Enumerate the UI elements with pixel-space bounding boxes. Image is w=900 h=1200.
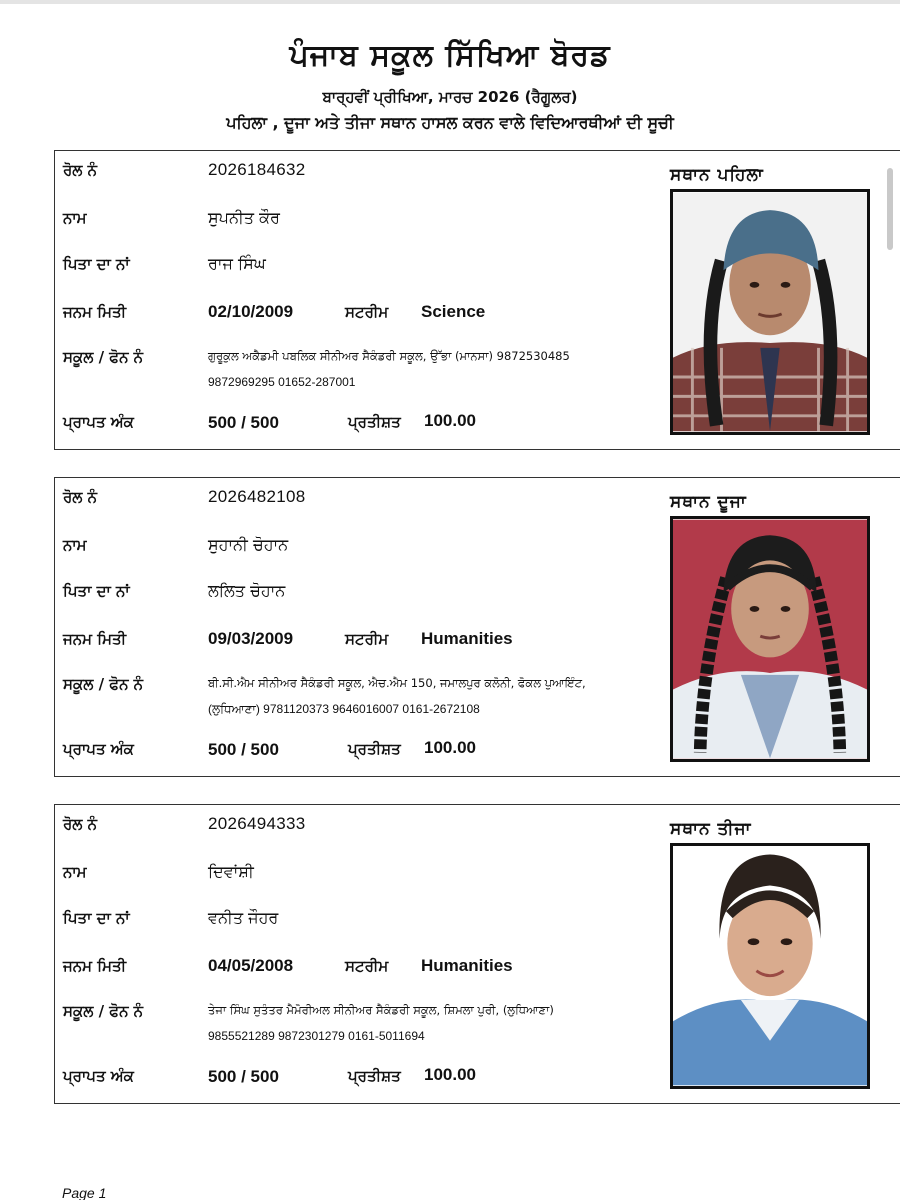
marks-label: ਪ੍ਰਾਪਤ ਅੰਕ [63,413,134,431]
marks-label: ਪ੍ਰਾਪਤ ਅੰਕ [63,740,134,758]
exam-subtitle: ਬਾਰ੍ਹਵੀਂ ਪ੍ਰੀਖਿਆ, ਮਾਰਚ 2026 (ਰੈਗੂਲਰ) [322,88,578,106]
percentage-value: 100.00 [424,738,476,757]
stream-label: ਸਟਰੀਮ [345,630,389,648]
rank-label: ਸਥਾਨ ਪਹਿਲਾ [670,165,764,185]
stream-label: ਸਟਰੀਮ [345,303,389,321]
dob-label: ਜਨਮ ਮਿਤੀ [63,957,127,975]
roll-no-value: 2026482108 [208,487,306,506]
school-line-2: 9855521289 9872301279 0161-5011694 [208,1029,425,1043]
top-divider [0,0,900,4]
school-line-1: ਗੁਰੂਕੁਲ ਅਕੈਡਮੀ ਪਬਲਿਕ ਸੀਨੀਅਰ ਸੈਕੰਡਰੀ ਸਕੂਲ, ਉੱਭਾ (ਮਾਨਸਾ) 9872530485 [208,349,570,363]
vertical-scrollbar[interactable] [887,168,893,250]
student-photo [670,516,870,762]
marks-value: 500 / 500 [208,413,279,432]
dob-label: ਜਨਮ ਮਿਤੀ [63,630,127,648]
percentage-label: ਪ੍ਰਤੀਸ਼ਤ [348,740,401,758]
name-value: ਸੁਹਾਨੀ ਚੋਹਾਨ [208,535,289,554]
school-phone-label: ਸਕੂਲ / ਫੋਨ ਨੰ [63,348,144,366]
stream-value: Science [421,302,486,321]
student-photo-portrait [673,519,867,759]
student-card-1 [54,150,900,450]
roll-no-value: 2026184632 [208,160,306,179]
dob-value: 09/03/2009 [208,629,294,648]
rank-label: ਸਥਾਨ ਤੀਜਾ [670,819,752,839]
roll-no-label: ਰੋਲ ਨੰ [63,488,98,506]
name-label: ਨਾਮ [63,863,87,881]
name-value: ਸੁਪਨੀਤ ਕੌਰ [208,208,280,227]
roll-no-label: ਰੋਲ ਨੰ [63,815,98,833]
school-line-2: (ਲੁਧਿਆਣਾ) 9781120373 9646016007 0161-2672108 [208,702,480,716]
school-phone-value [208,997,678,1049]
student-card-3 [54,804,900,1104]
school-phone-value [208,670,678,722]
student-card-2 [54,477,900,777]
name-label: ਨਾਮ [63,536,87,554]
dob-label: ਜਨਮ ਮਿਤੀ [63,303,127,321]
roll-no-value: 2026494333 [208,814,306,833]
father-name-value: ਰਾਜ ਸਿੰਘ [208,254,266,273]
school-line-1: ਬੀ.ਸੀ.ਐਮ ਸੀਨੀਅਰ ਸੈਕੰਡਰੀ ਸਕੂਲ, ਐਚ.ਐਮ 150, ਜਮਾਲਪੁਰ ਕਲੋਨੀ, ਫੋਕਲ ਪੁਆਇੰਟ, [208,676,586,690]
percentage-value: 100.00 [424,1065,476,1084]
percentage-label: ਪ੍ਰਤੀਸ਼ਤ [348,413,401,431]
board-title: ਪੰਜਾਬ ਸਕੂਲ ਸਿੱਖਿਆ ਬੋਰਡ [289,38,611,73]
page-number: Page 1 [62,1185,107,1200]
father-name-value: ਲਲਿਤ ਚੋਹਾਨ [208,581,286,600]
percentage-value: 100.00 [424,411,476,430]
school-phone-label: ਸਕੂਲ / ਫੋਨ ਨੰ [63,1002,144,1020]
percentage-label: ਪ੍ਰਤੀਸ਼ਤ [348,1067,401,1085]
rank-label: ਸਥਾਨ ਦੂਜਾ [670,492,747,512]
school-phone-value [208,343,678,395]
school-phone-label: ਸਕੂਲ / ਫੋਨ ਨੰ [63,675,144,693]
father-name-label: ਪਿਤਾ ਦਾ ਨਾਂ [63,582,130,600]
student-photo-portrait [673,192,867,432]
father-name-value: ਵਨੀਤ ਜੌਹਰ [208,908,279,927]
stream-label: ਸਟਰੀਮ [345,957,389,975]
father-name-label: ਪਿਤਾ ਦਾ ਨਾਂ [63,909,130,927]
stream-value: Humanities [421,956,513,975]
school-line-2: 9872969295 01652-287001 [208,375,356,389]
student-photo [670,843,870,1089]
dob-value: 04/05/2008 [208,956,294,975]
marks-value: 500 / 500 [208,740,279,759]
roll-no-label: ਰੋਲ ਨੰ [63,161,98,179]
father-name-label: ਪਿਤਾ ਦਾ ਨਾਂ [63,255,130,273]
stream-value: Humanities [421,629,513,648]
board-title-wrap [0,38,900,73]
student-photo-portrait [673,846,867,1086]
marks-label: ਪ੍ਰਾਪਤ ਅੰਕ [63,1067,134,1085]
name-label: ਨਾਮ [63,209,87,227]
school-line-1: ਤੇਜਾ ਸਿੰਘ ਸੁਤੰਤਰ ਮੈਮੋਰੀਅਲ ਸੀਨੀਅਰ ਸੈਕੰਡਰੀ ਸਕੂਲ, ਸ਼ਿਮਲਾ ਪੁਰੀ, (ਲੁਧਿਆਣਾ) [208,1003,554,1017]
name-value: ਦਿਵਾਂਸ਼ੀ [208,862,254,881]
student-photo [670,189,870,435]
list-title: ਪਹਿਲਾ , ਦੂਜਾ ਅਤੇ ਤੀਜਾ ਸਥਾਨ ਹਾਸਲ ਕਰਨ ਵਾਲੇ ਵਿਦਿਆਰਥੀਆਂ ਦੀ ਸੂਚੀ [226,113,674,132]
dob-value: 02/10/2009 [208,302,294,321]
marks-value: 500 / 500 [208,1067,279,1086]
